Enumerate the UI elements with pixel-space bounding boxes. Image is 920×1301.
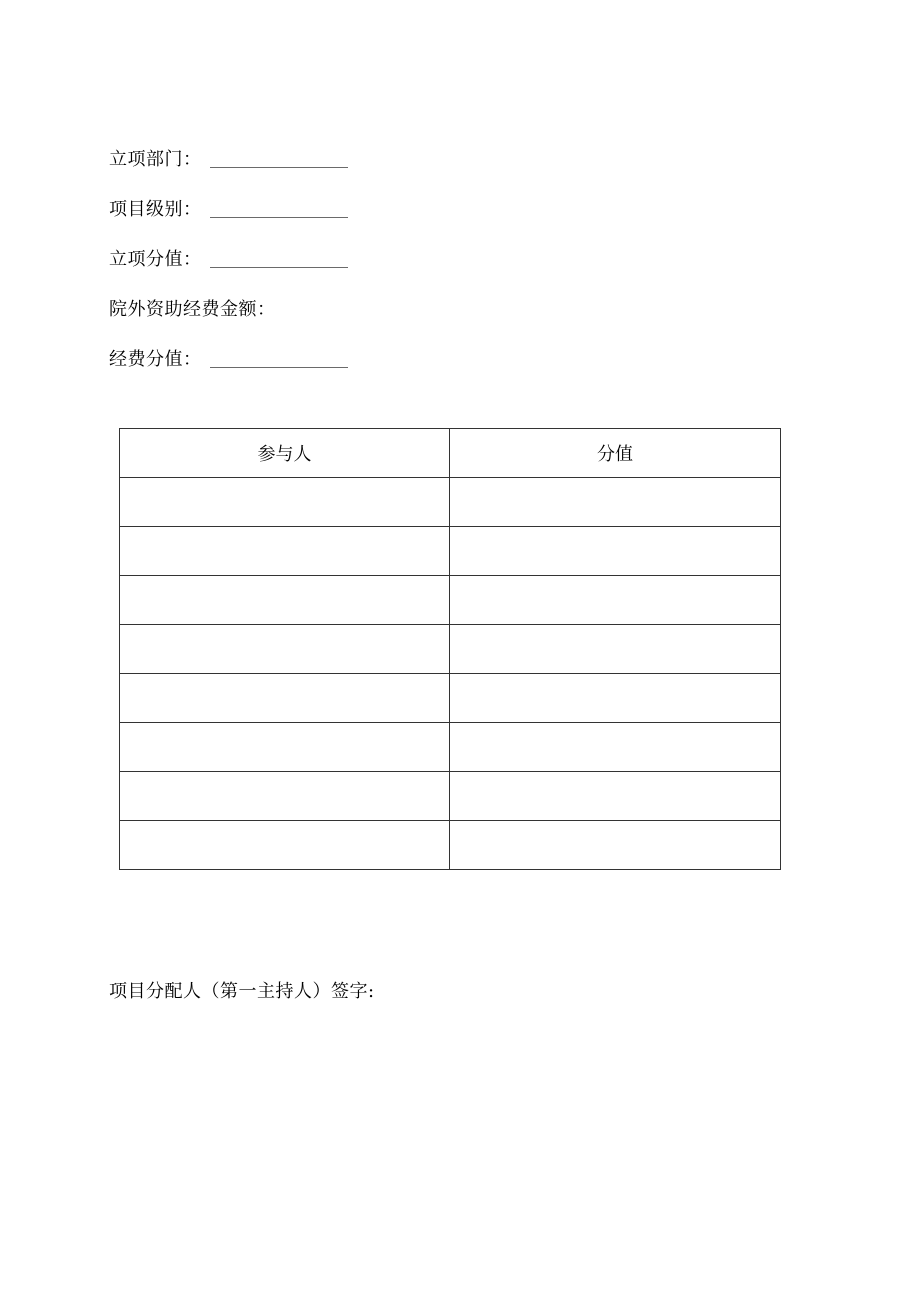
participant-cell[interactable] [120,723,450,772]
score-cell[interactable] [450,674,781,723]
header-score: 分值 [450,429,781,478]
table-row [120,772,781,821]
table-row [120,723,781,772]
participant-cell[interactable] [120,527,450,576]
field-project-score [109,241,348,271]
header-participant: 参与人 [120,429,450,478]
score-cell[interactable] [450,527,781,576]
score-cell[interactable] [450,478,781,527]
table-body [120,478,781,870]
field-dept-label: 立项部门： [109,149,202,170]
field-project-score-line[interactable] [210,267,348,268]
signature-label: 项目分配人（第一主持人）签字: [109,981,375,1002]
table-header-row [120,429,781,478]
field-level [109,191,348,221]
field-level-label: 项目级别： [109,199,202,220]
field-level-line[interactable] [210,217,348,218]
table-row [120,821,781,870]
field-funding-amount-label: 院外资助经费金额： [109,299,276,320]
participant-cell[interactable] [120,625,450,674]
table-row [120,527,781,576]
field-funding-amount [109,291,276,321]
score-cell[interactable] [450,625,781,674]
participant-cell[interactable] [120,674,450,723]
participant-cell[interactable] [120,478,450,527]
participant-cell[interactable] [120,576,450,625]
participant-cell[interactable] [120,821,450,870]
participant-cell[interactable] [120,772,450,821]
table-row [120,478,781,527]
field-project-score-label: 立项分值： [109,249,202,270]
field-funding-score-label: 经费分值： [109,349,202,370]
score-cell[interactable] [450,723,781,772]
field-funding-score-line[interactable] [210,367,348,368]
table-row [120,674,781,723]
score-cell[interactable] [450,576,781,625]
table-row [120,625,781,674]
field-funding-score [109,341,348,371]
participant-score-table [119,428,781,870]
field-dept [109,141,348,171]
table-row [120,576,781,625]
score-cell[interactable] [450,772,781,821]
field-dept-line[interactable] [210,167,348,168]
score-cell[interactable] [450,821,781,870]
